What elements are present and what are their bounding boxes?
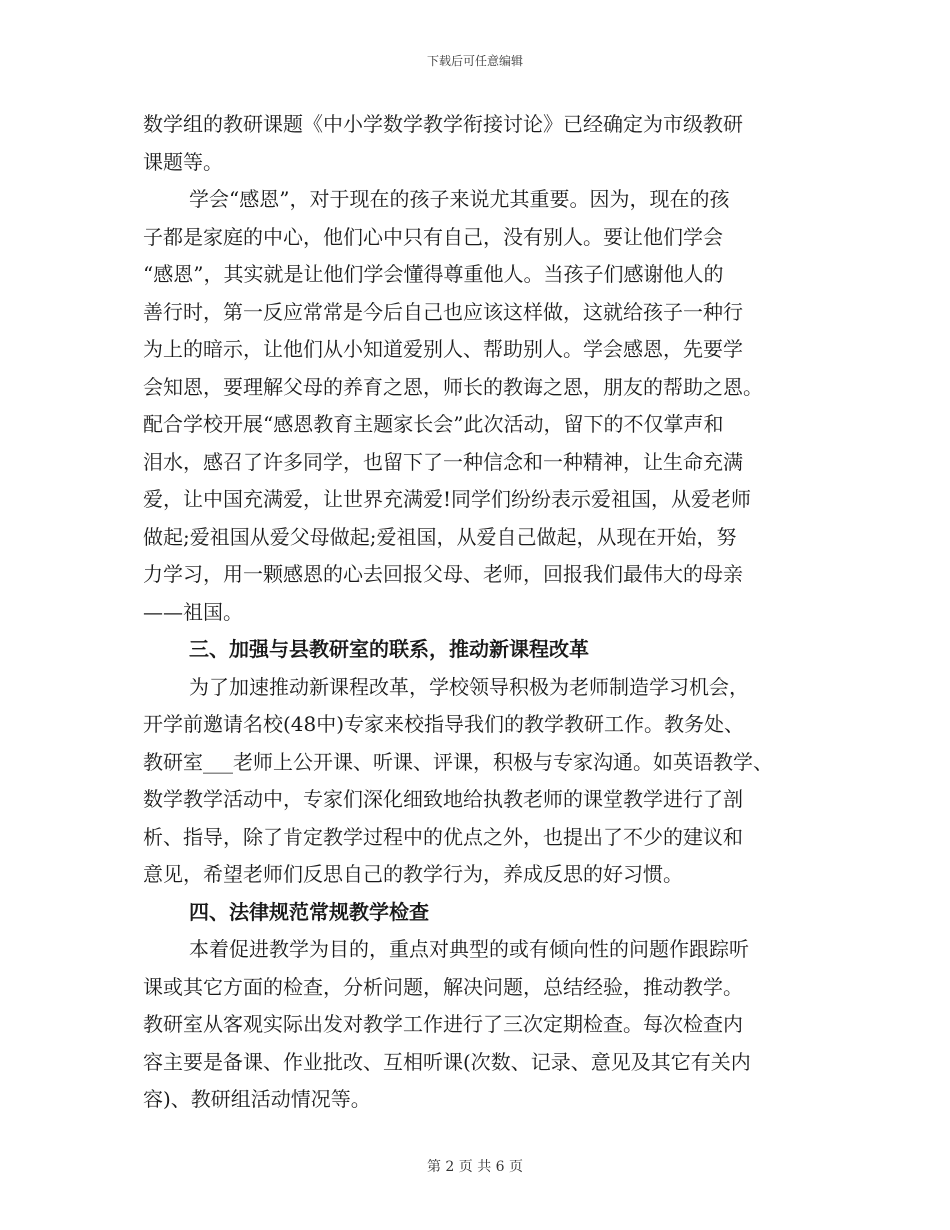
text-line: 泪水，感召了许多同学，也留下了一种信念和一种精神，让生命充满 xyxy=(143,449,743,474)
text-line: 善行时，第一反应常常是今后自己也应该这样做，这就给孩子一种行 xyxy=(143,299,743,324)
text-line: 学会“感恩”，对于现在的孩子来说尤其重要。因为，现在的孩 xyxy=(189,187,730,211)
text-line: 数学组的教研课题《中小学数学教学衔接讨论》已经确定为市级教研 xyxy=(143,112,743,136)
text-line: 子都是家庭的中心，他们心中只有自己，没有别人。要让他们学会 xyxy=(143,224,723,249)
page-header: 下载后可任意编辑 xyxy=(426,54,523,68)
text-line: ——祖国。 xyxy=(143,599,243,624)
page-footer: 第 2 页 共 6 页 xyxy=(426,1159,524,1175)
text-line: 意见，希望老师们反思自己的教学行为，养成反思的好习惯。 xyxy=(143,862,683,886)
text-line: 容)、教研组活动情况等。 xyxy=(143,1087,371,1111)
text-line: 会知恩，要理解父母的养育之恩，师长的教诲之恩，朋友的帮助之恩。 xyxy=(143,374,763,399)
text-line: 配合学校开展“感恩教育主题家长会”此次活动，留下的不仅掌声和 xyxy=(143,412,724,436)
text-line: 本着促进教学为目的，重点对典型的或有倾向性的问题作跟踪听 xyxy=(189,937,749,961)
text-line: 为了加速推动新课程改革，学校领导积极为老师制造学习机会， xyxy=(189,674,749,699)
text-line: 做起;爱祖国从爱父母做起;爱祖国，从爱自己做起，从现在开始，努 xyxy=(143,524,737,549)
text-line: 开学前邀请名校(48中)专家来校指导我们的教学教研工作。教务处、 xyxy=(143,712,745,736)
text-line: 容主要是备课、作业批改、互相听课(次数、记录、意见及其它有关内 xyxy=(143,1049,751,1074)
document-body xyxy=(143,106,843,1119)
text-line: “感恩”，其实就是让他们学会懂得尊重他人。当孩子们感谢他人的 xyxy=(143,262,724,286)
text-line: 爱，让中国充满爱，让世界充满爱!同学们纷纷表示爱祖国，从爱老师 xyxy=(143,487,752,511)
text-line: 析、指导，除了肯定教学过程中的优点之外，也提出了不少的建议和 xyxy=(143,824,743,849)
text-line: 力学习，用一颗感恩的心去回报父母、老师，回报我们最伟大的母亲 xyxy=(143,562,743,586)
text-line: 课或其它方面的检查，分析问题，解决问题，总结经验，推动教学。 xyxy=(143,974,743,999)
text-line: 教研室___老师上公开课、听课、评课，积极与专家沟通。如英语教学、 xyxy=(143,749,773,774)
section-heading: 三、加强与县教研室的联系，推动新课程改革 xyxy=(189,637,589,661)
text-line: 课题等。 xyxy=(143,149,223,174)
section-heading: 四、法律规范常规教学检查 xyxy=(189,899,429,924)
text-line: 数学教学活动中，专家们深化细致地给执教老师的课堂教学进行了剖 xyxy=(143,787,743,811)
text-line: 为上的暗示，让他们从小知道爱别人、帮助别人。学会感恩，先要学 xyxy=(143,337,743,361)
text-line: 教研室从客观实际出发对教学工作进行了三次定期检查。每次检查内 xyxy=(143,1012,743,1036)
